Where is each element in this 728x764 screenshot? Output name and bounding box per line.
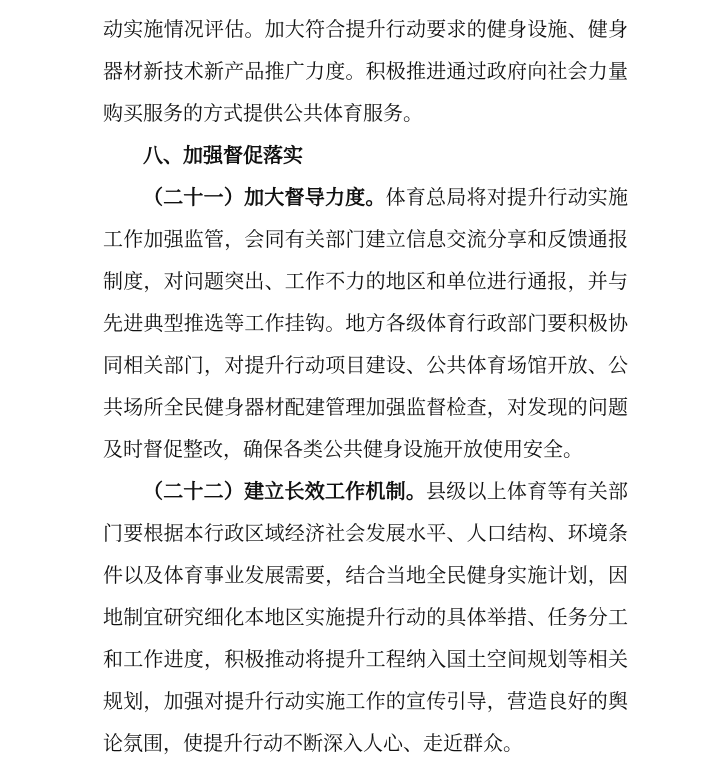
body-text-line: 和工作进度，积极推动将提升工程纳入国土空间规划等相关: [103, 647, 628, 671]
body-text-line: 件以及体育事业发展需要，结合当地全民健身实施计划，因: [103, 563, 628, 587]
item-21-first-line-text: 体育总局将对提升行动实施: [385, 185, 628, 209]
body-text-line: 动实施情况评估。加大符合提升行动要求的健身设施、健身: [103, 17, 628, 41]
item-21-first-line: [103, 176, 628, 218]
body-text-line: 论氛围，使提升行动不断深入人心、走近群众。: [103, 731, 523, 755]
item-21-title: （二十一）加大督导力度。: [143, 185, 386, 209]
body-text-line: 门要根据本行政区域经济社会发展水平、人口结构、环境条: [103, 521, 628, 545]
body-text-line: 购买服务的方式提供公共体育服务。: [103, 101, 423, 125]
body-text-line: 先进典型推选等工作挂钩。地方各级体育行政部门要积极协: [103, 311, 628, 335]
body-text-line: 同相关部门，对提升行动项目建设、公共体育场馆开放、公: [103, 353, 628, 377]
body-text-line: 及时督促整改，确保各类公共健身设施开放使用安全。: [103, 437, 583, 461]
body-text-line: 地制宜研究细化本地区实施提升行动的具体举措、任务分工: [103, 605, 628, 629]
body-text-line: 制度，对问题突出、工作不力的地区和单位进行通报，并与: [103, 269, 628, 293]
body-text-line: 规划，加强对提升行动实施工作的宣传引导，营造良好的舆: [103, 689, 628, 713]
item-22-first-line-text: 县级以上体育等有关部: [426, 479, 628, 503]
item-22-title: （二十二）建立长效工作机制。: [143, 479, 427, 503]
body-text-line: 器材新技术新产品推广力度。积极推进通过政府向社会力量: [103, 59, 628, 83]
section-heading: 八、加强督促落实: [143, 143, 303, 167]
body-text-line: 工作加强监管，会同有关部门建立信息交流分享和反馈通报: [103, 227, 628, 251]
item-22-first-line: [103, 470, 628, 512]
body-text-line: 共场所全民健身器材配建管理加强监督检查，对发现的问题: [103, 395, 628, 419]
